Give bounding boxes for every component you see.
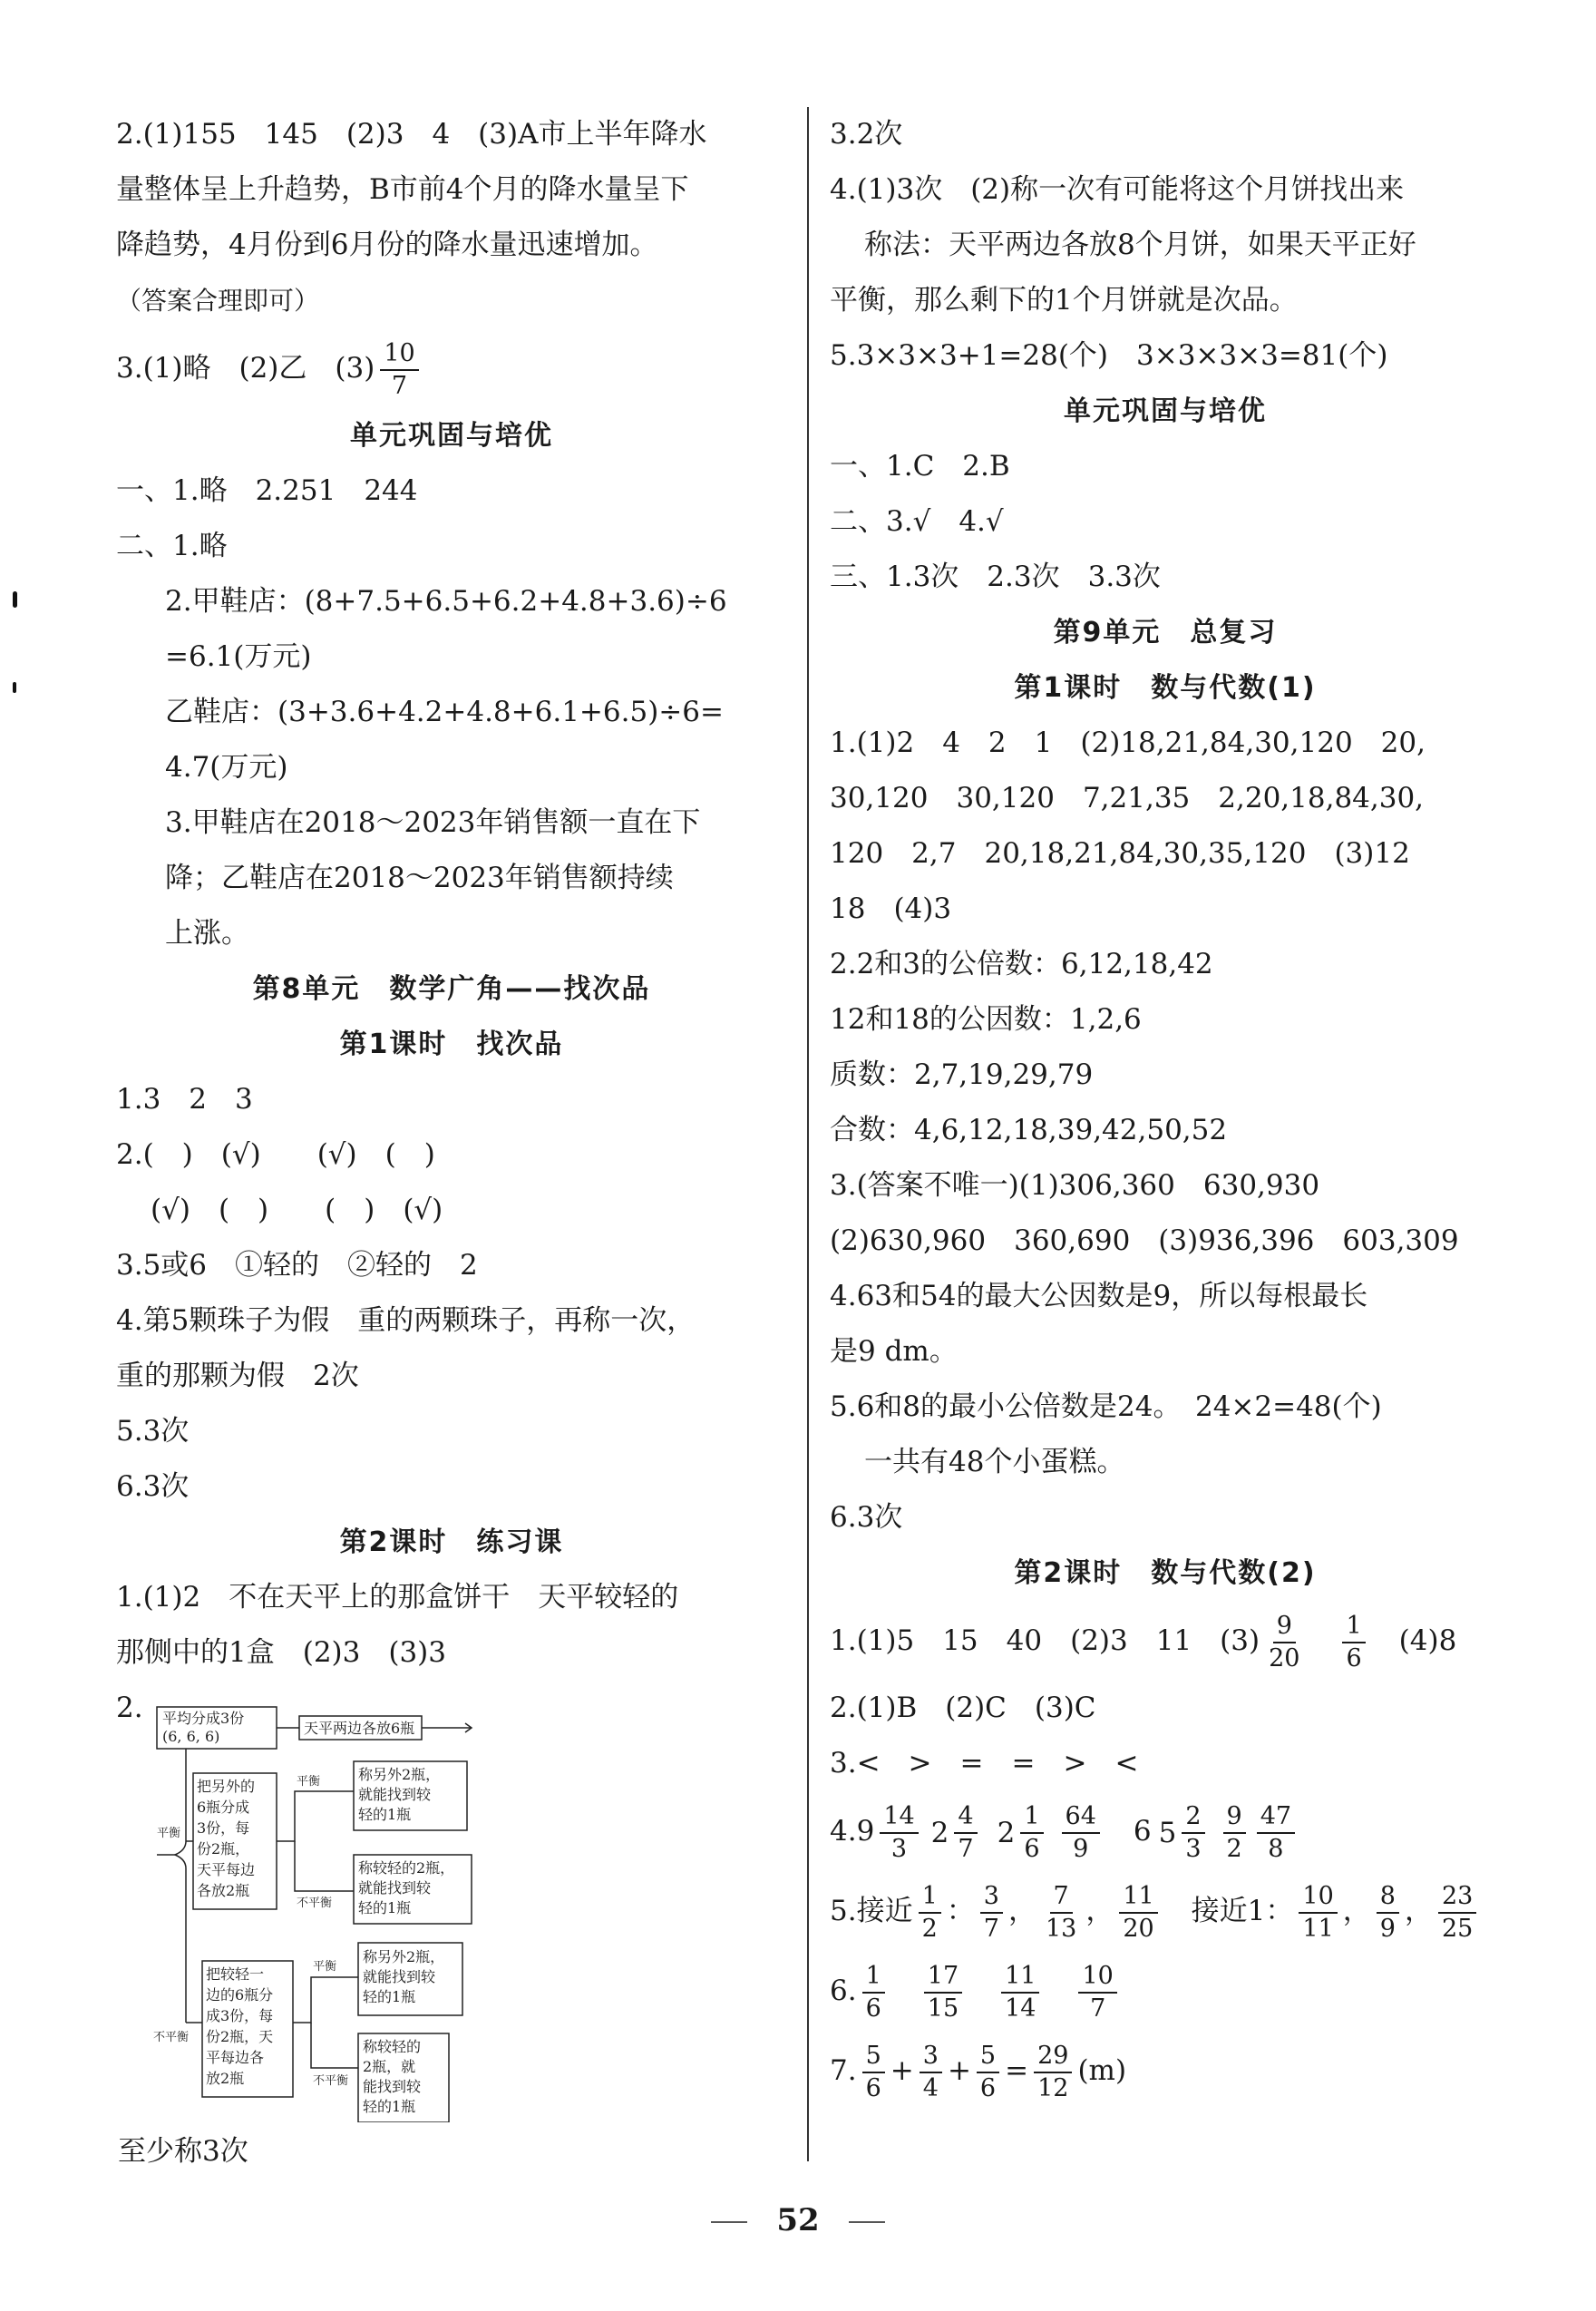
fraction: $\frac{4}{7}$ xyxy=(954,1801,977,1865)
fraction: $\frac{10}{7}$ xyxy=(1078,1961,1116,2024)
text: ， xyxy=(1007,1895,1036,1927)
lesson-heading: 第1课时 找次品 xyxy=(339,1029,564,1060)
diagram-text: 3份，每 xyxy=(197,1819,250,1837)
answer-line: 4.63和54的最大公因数是9，所以每根最长 xyxy=(830,1280,1368,1312)
answer-line: 称法：天平两边各放8个月饼，如果天平正好 xyxy=(864,229,1416,261)
answer-line: 那侧中的1盒 (2)3 (3)3 xyxy=(116,1636,446,1669)
unit-heading: 第9单元 总复习 xyxy=(1053,617,1278,648)
text: (4)8 xyxy=(1398,1624,1457,1657)
answer-line: 一、1.略 2.251 244 xyxy=(116,474,418,507)
diagram-text: 称较轻的 xyxy=(363,2038,422,2055)
text: 1.(1)5 15 40 (2)3 11 (3) xyxy=(830,1624,1260,1657)
answer-line: 6.3次 xyxy=(830,1501,903,1534)
answer-line: 2.( ) (√) (√) ( ) xyxy=(116,1138,435,1171)
answer-line: 二、1.略 xyxy=(116,530,228,562)
text: 接近1： xyxy=(1163,1895,1294,1927)
answer-line: 是9 dm。 xyxy=(830,1335,958,1368)
fraction: $\frac{11}{14}$ xyxy=(1001,1961,1039,2024)
answer-line: =6.1(万元) xyxy=(165,640,312,673)
answer-line: 三、1.3次 2.3次 3.3次 xyxy=(830,561,1161,593)
diagram-text: 天平两边各放6瓶 xyxy=(304,1720,415,1737)
text: (m) xyxy=(1077,2054,1127,2087)
fraction: $\frac{8}{9}$ xyxy=(1377,1881,1399,1945)
answer-line: 3.5或6 ①轻的 ②轻的 2 xyxy=(116,1249,478,1282)
text: 3.(1)略 (2)乙 (3) xyxy=(116,352,375,385)
answer-line: （答案合理即可） xyxy=(116,286,320,316)
answer-line: 1.(1)2 不在天平上的那盒饼干 天平较轻的 xyxy=(116,1581,679,1614)
diagram-text: (6, 6, 6) xyxy=(162,1728,220,1745)
diagram-text: 称另外2瓶， xyxy=(358,1766,441,1783)
fraction: $\frac{7}{13}$ xyxy=(1045,1881,1077,1943)
answer-line: 合数：4,6,12,18,39,42,50,52 xyxy=(830,1114,1228,1146)
fraction: $\frac{2}{3}$ xyxy=(1182,1801,1204,1865)
diagram-text: 放2瓶 xyxy=(206,2070,245,2087)
diagram-text: 份2瓶， xyxy=(197,1840,250,1858)
text: ， xyxy=(1085,1895,1114,1927)
diagram-text: 6瓶分成 xyxy=(197,1799,250,1816)
answer-line: (2)630,960 360,690 (3)936,396 603,309 xyxy=(830,1224,1459,1257)
answer-line: 平衡，那么剩下的1个月饼就是次品。 xyxy=(830,284,1298,317)
answer-line: (√) ( ) ( ) (√) xyxy=(151,1194,443,1226)
dash-left xyxy=(711,2221,747,2223)
answer-line: 3.(答案不唯一)(1)306,360 630,930 xyxy=(830,1169,1320,1202)
fraction: $\frac{10}{11}$ xyxy=(1299,1881,1337,1945)
fraction: $\frac{5}{6}$ xyxy=(977,2041,999,2104)
binding-mark xyxy=(13,682,16,693)
lesson-heading: 第1课时 数与代数(1) xyxy=(1014,672,1317,704)
answer-line: 1.(1)2 4 2 1 (2)18,21,84,30,120 20, xyxy=(830,726,1426,759)
answer-line: 重的那颗为假 2次 xyxy=(116,1360,359,1392)
diagram-text: 轻的1瓶 xyxy=(363,2098,416,2115)
answer-line: 2.(1)155 145 (2)3 4 (3)A市上半年降水 xyxy=(116,118,707,151)
diagram-text: 平均分成3份 xyxy=(162,1710,245,1727)
fraction: $\frac{9}{20}$ xyxy=(1269,1611,1300,1672)
diagram-text: 把较轻一 xyxy=(206,1965,265,1983)
answer-line: 18 (4)3 xyxy=(830,892,952,925)
answer-line: 降趋势，4月份到6月份的降水量迅速增加。 xyxy=(116,229,658,261)
right-column xyxy=(830,107,1501,2111)
diagram-text: 边的6瓶分 xyxy=(206,1986,274,2004)
answer-line: 量整体呈上升趋势，B市前4个月的降水量呈下 xyxy=(116,173,689,206)
answer-line: 12和18的公因数：1,2,6 xyxy=(830,1003,1142,1036)
fraction: $\frac{3}{4}$ xyxy=(920,2041,942,2104)
fraction: $\frac{17}{15}$ xyxy=(924,1961,962,2024)
text: ， xyxy=(1342,1895,1371,1927)
answer-line: 2. xyxy=(116,1692,143,1724)
binding-mark xyxy=(13,591,17,608)
answer-line: 2.2和3的公倍数：6,12,18,42 xyxy=(830,948,1213,980)
diagram-text: 份2瓶，天 xyxy=(206,2028,274,2045)
diagram-text: 天平每边 xyxy=(197,1861,256,1878)
answer-line: 乙鞋店：(3+3.6+4.2+4.8+6.1+6.5)÷6= xyxy=(165,696,724,728)
diagram-label: 不平衡 xyxy=(297,1897,333,1910)
answer-line: 120 2,7 20,18,21,84,30,35,120 (3)12 xyxy=(830,837,1410,870)
answer-line: 3.甲鞋店在2018～2023年销售额一直在下 xyxy=(165,806,701,839)
answer-line: 3.2次 xyxy=(830,118,903,151)
text: + xyxy=(947,2054,971,2087)
dash-right xyxy=(849,2221,885,2223)
answer-line: 3.< > = = > < xyxy=(830,1747,1139,1780)
fraction: $\frac{1}{6}$ xyxy=(1342,1611,1365,1674)
fraction: $\frac{9}{2}$ xyxy=(1223,1801,1246,1865)
fraction: $\frac{23}{25}$ xyxy=(1438,1881,1476,1945)
text: 6. xyxy=(830,1975,857,2007)
diagram-text: 把另外的 xyxy=(197,1778,256,1795)
answer-line: 6.3次 xyxy=(116,1470,190,1503)
section-heading: 单元巩固与培优 xyxy=(350,420,553,452)
diagram-text: 成3份，每 xyxy=(206,2007,274,2024)
diagram-label: 平衡 xyxy=(157,1827,181,1840)
diagram-text: 各放2瓶 xyxy=(197,1882,250,1899)
diagram-text: 轻的1瓶 xyxy=(363,1988,416,2005)
answer-line: 降；乙鞋店在2018～2023年销售额持续 xyxy=(165,862,674,894)
answer-line: 至少称3次 xyxy=(118,2135,248,2168)
answer-line: 5.3次 xyxy=(116,1415,190,1448)
answer-line-fraction xyxy=(830,1871,1501,1951)
diagram-label: 不平衡 xyxy=(153,2031,190,2044)
answer-line: 一共有48个小蛋糕。 xyxy=(864,1446,1125,1478)
page-number xyxy=(0,2202,1596,2238)
answer-line: 2.(1)B (2)C (3)C xyxy=(830,1692,1096,1724)
weighing-flowchart xyxy=(150,1705,530,2122)
fraction: $\frac{10}{7}$ xyxy=(380,338,418,402)
fraction: $\frac{1}{6}$ xyxy=(862,1961,885,2024)
text: 5.接近 xyxy=(830,1895,913,1927)
diagram-text: 能找到较 xyxy=(363,2078,422,2095)
text: ： xyxy=(946,1895,975,1927)
text: 6 xyxy=(1133,1815,1152,1848)
diagram-text: 就能找到较 xyxy=(358,1879,432,1897)
fraction: $\frac{11}{20}$ xyxy=(1119,1881,1157,1945)
diagram-label: 平衡 xyxy=(297,1775,321,1789)
fraction: $\frac{64}{9}$ xyxy=(1062,1801,1100,1865)
answer-line-fraction xyxy=(116,328,787,408)
diagram-text: 轻的1瓶 xyxy=(358,1899,412,1916)
diagram-text: 轻的1瓶 xyxy=(358,1806,412,1823)
text: 7. xyxy=(830,2054,857,2087)
diagram-text: 就能找到较 xyxy=(363,1968,436,1985)
fraction: $\frac{1}{6}$ xyxy=(1020,1801,1043,1865)
diagram-label: 平衡 xyxy=(313,1960,337,1974)
answer-line: 一、1.C 2.B xyxy=(830,450,1010,483)
answer-line: 上涨。 xyxy=(165,917,249,950)
unit-heading: 第8单元 数学广角——找次品 xyxy=(252,973,651,1005)
fraction: $\frac{14}{3}$ xyxy=(880,1801,918,1865)
page-number-text: 52 xyxy=(776,2202,820,2238)
column-divider xyxy=(807,107,809,2161)
diagram-text: 平每边各 xyxy=(206,2049,265,2066)
answer-line: 4.第5颗珠子为假 重的两颗珠子，再称一次， xyxy=(116,1304,696,1337)
section-heading: 单元巩固与培优 xyxy=(1064,395,1267,427)
answer-line-fraction xyxy=(830,1601,1501,1681)
answer-line: 质数：2,7,19,29,79 xyxy=(830,1058,1094,1091)
answer-line-fraction xyxy=(830,1951,1501,2031)
fraction: $\frac{1}{2}$ xyxy=(919,1881,941,1945)
diagram-label: 不平衡 xyxy=(313,2074,349,2088)
fraction: $\frac{5}{6}$ xyxy=(862,2041,885,2104)
text: 4.9 xyxy=(830,1815,875,1848)
answer-line: 4.7(万元) xyxy=(165,751,288,784)
text: = xyxy=(1005,2054,1029,2087)
diagram-text: 称较轻的2瓶， xyxy=(358,1859,455,1877)
lesson-heading: 第2课时 练习课 xyxy=(339,1526,564,1558)
answer-line: 4.(1)3次 (2)称一次有可能将这个月饼找出来 xyxy=(830,173,1405,206)
answer-line: 5.6和8的最小公倍数是24。 24×2=48(个) xyxy=(830,1390,1382,1423)
left-column xyxy=(116,107,787,1736)
fraction: $\frac{47}{8}$ xyxy=(1257,1801,1295,1865)
answer-line-fraction xyxy=(830,1791,1501,1871)
diagram-text: 2瓶，就 xyxy=(363,2058,416,2075)
text: + xyxy=(890,2054,914,2087)
text: ， xyxy=(1404,1895,1433,1927)
fraction: $\frac{29}{12}$ xyxy=(1034,2041,1072,2104)
mixed-number: 2 $\frac{4}{7}$ xyxy=(931,1793,983,1873)
answer-line: 1.3 2 3 xyxy=(116,1083,253,1116)
mixed-number: 5 $\frac{2}{3}$ xyxy=(1159,1793,1211,1873)
lesson-heading: 第2课时 数与代数(2) xyxy=(1014,1557,1317,1589)
answer-line: 二、3.√ 4.√ xyxy=(830,505,1004,538)
diagram-text: 就能找到较 xyxy=(358,1786,432,1803)
mixed-number: 2 $\frac{1}{6}$ xyxy=(998,1793,1049,1873)
answer-line: 5.3×3×3+1=28(个) 3×3×3×3=81(个) xyxy=(830,339,1388,372)
fraction: $\frac{3}{7}$ xyxy=(980,1881,1003,1945)
diagram-text: 称另外2瓶， xyxy=(363,1948,445,1965)
answer-line: 30,120 30,120 7,21,35 2,20,18,84,30, xyxy=(830,782,1425,814)
answer-line: 2.甲鞋店：(8+7.5+6.5+6.2+4.8+3.6)÷6 xyxy=(165,585,727,618)
answer-line-fraction xyxy=(830,2031,1501,2111)
